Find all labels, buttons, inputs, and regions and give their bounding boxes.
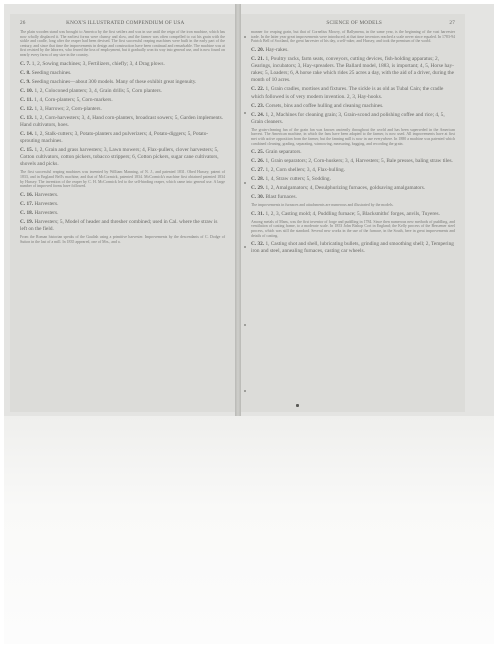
right-paragraph: Among metals of Mans, was the first inventor of forge and puddling in 1784. Since then numerous new methods of puddling, and ventilation of casting frame, to a moderate scale. In 1853 John Bishop Cort in England; the Kelly process of the Bessemer steel process, which was still the standard. Several new works in the use of the furnace, in the South, here in great improvements and details of casting. — [251, 219, 455, 238]
right-entry-text: 1, 4, Straw cutters; 5, Sodding. — [265, 176, 331, 183]
right-paragraph: manner for reaping grain, but that of Cornelius Mowry, of Ballymena, in the same year, is the beginning of the vast harvester trade. In the latter year great improvements were introduced; at that time inventors reached a scale never since equaled. In 1783-94 Patrick Bell of Scotland, the great harvester of his day, a self-raker, and Hussey, and took the premium of the world. — [251, 30, 455, 44]
right-entry-list — [251, 211, 455, 218]
page-shadow — [4, 416, 494, 644]
left-entry-label: C. 12. — [20, 105, 34, 112]
right-entry — [251, 86, 455, 100]
right-entry — [251, 211, 455, 218]
right-paragraph: The grain-cleaning fan of the grain fan was known anciently throughout the world and has been superseded in the American harvest. The American machine, in which the fans have been adapted to the farmer, is now used. All improvements have at first met with active opposition from the farmer, but the fanning mill is now in use everywhere. In 1880 a machine was patented which combined cleaning, grading, separating, winnowing, measuring, bagging, and recording the grain. — [251, 127, 455, 146]
left-entry-label: C. 15. — [20, 146, 34, 153]
left-entry — [20, 210, 225, 217]
left-entry-text: 1, 2, Coloconed planters; 3, 4, Grain drills; 5, Corn planters. — [34, 87, 162, 94]
left-entry-label: C. 14. — [20, 130, 34, 137]
left-entry-label: C. 11. — [20, 96, 33, 103]
right-entry-text: 1, 2, Amalgamators; 4, Desulphurizing furnaces, goldsaving amalgamators. — [265, 185, 426, 192]
right-page-number: 27 — [449, 20, 455, 26]
left-entry-text: Harvesters. — [34, 191, 59, 198]
right-entry-text: 1, 2, 3, Casting mold; 4, Puddling furnace; 5, Blacksmiths' forges, anvils, Tuyeres. — [265, 210, 440, 217]
right-entry-text: 1, 2, Corn shellers; 3, 4, Flax-hulling. — [265, 167, 346, 174]
right-entry-label: C. 29. — [251, 185, 265, 192]
left-running-head — [20, 20, 225, 26]
left-entry-label: C. 9. — [20, 78, 31, 85]
right-entry-label: C. 32. — [251, 241, 265, 248]
right-entry-label: C. 23. — [251, 102, 265, 109]
left-paragraph: The first successful reaping machines was invented by William Manning, of N. J., and patented 1831. Obed Hussey, patent of 1833, and in England Bell's machine, and that of McCormick, patented 1834. McCormick's machine first obtained patented 1834 by Hussey. The invention of the reaper by C. H. McCormick led to the self-binding reaper, which came into general use. A large number of improved forms have followed. — [20, 170, 225, 189]
right-entry-label: C. 25. — [251, 149, 265, 156]
right-entry-text: 1, Casting shot and shell, lubricating bullets, grinding and smoothing shell; 2, Tempering iron and steel, annealing furnaces, casting car wheels. — [251, 241, 454, 255]
left-entry-text: 1, 2, Sowing machines; 3, Fertilizers, chiefly; 3, 4 Drag plows. — [31, 60, 165, 67]
ink-speck — [296, 404, 299, 407]
right-paragraph: The improvements in furnaces and attachments are numerous and illustrated by the models. — [251, 203, 394, 208]
left-paragraph: The plain wooden stand was brought to America by the first settlers and was in use until the reign of the iron machine, which has now wholly displaced it. The earliest forms were clumsy and slow, and the farmer was often compelled to cut his grain with the sickle and cradle, long after the reaper had been devised. The first successful reaping machines were built in the early part of the century, and since that time the improvements in design and construction have been continual and remarkable. The machine was at first resisted by the laborers, who feared the loss of employment, but it gradually won its way into general use, and is now found on nearly every farm of any size in the country. — [20, 30, 225, 57]
left-entry-text: Harvesters. — [34, 209, 59, 216]
right-entry-label: C. 22. — [251, 86, 265, 93]
left-entry-text: 1, 2, Stalk-cutters; 3, Potato-planters and pulverizers; 4, Potato-diggers; 5, Potato-sprouting machines. — [20, 130, 209, 144]
right-entry-label: C. 21. — [251, 55, 265, 62]
right-entry-text: Blast furnaces. — [265, 194, 297, 201]
left-entry — [20, 192, 225, 199]
right-entry-text: 1, Poultry racks, farm seats, conveyors, cutting devices, fish-holding apparatus; 2, Gearings, incubators; 3, Hay-spreaders. The Ballard model, 1883, is important; 4, 5, Horse hay-rakes; 5, Loaders; 6, A horse rake which rides 25 acres a day, with the aid of a driver, during the month of 10 acres. — [251, 55, 455, 84]
left-entry — [20, 219, 225, 233]
left-entry-list — [20, 192, 225, 233]
left-entry-label: C. 7. — [20, 60, 31, 67]
right-entry-list — [251, 47, 455, 126]
right-entry-text: 1, 2, Machines for cleaning grain; 3, Grain-scond and polishing coffee and rice; 4, 5, Grain cleaners. — [251, 111, 445, 125]
binding-hole — [244, 182, 246, 184]
left-entry-text: Seeding machines. — [31, 69, 72, 76]
left-entry-label: C. 17. — [20, 200, 34, 207]
right-entry-list — [251, 149, 455, 201]
binding-hole — [244, 112, 246, 114]
left-entry-label: C. 13. — [20, 114, 34, 121]
right-entry-label: C. 26. — [251, 158, 265, 165]
left-entry-label: C. 18. — [20, 209, 34, 216]
left-entry — [20, 97, 225, 104]
right-entry — [251, 194, 455, 201]
right-entry-label: C. 30. — [251, 194, 265, 201]
right-entry-label: C. 20. — [251, 46, 265, 53]
right-running-title: SCIENCE OF MODELS — [326, 20, 382, 26]
right-entry — [251, 47, 455, 54]
left-entry-text: 1, 2, Grain and grass harvesters; 3, Lawn mowers; 4, Flax-pullers, clover harvesters; 5, Cotton cultivators, cotton pickers, tobacco strippers; 6, Cotton pickers, sugar cane cultivators, shovels and picks. — [20, 146, 219, 168]
left-entry-text: Seeding machines—about 300 models. Many of these exhibit great ingenuity. — [31, 78, 197, 85]
left-page-number: 26 — [20, 20, 26, 26]
left-running-title: KNOX'S ILLUSTRATED COMPENDIUM OF USA — [66, 20, 185, 26]
right-entry-text: Hay-rakes. — [265, 46, 289, 53]
left-paragraph: From the Roman historian speaks of the Gaulish using a primitive harvester. Improvements by the descendants of C. Dodge of Sutton in the last of a mill. In 1835 appeared, one of Mrs., and a. — [20, 234, 225, 244]
right-entry — [251, 158, 455, 165]
right-entry — [251, 103, 455, 110]
book-spread — [4, 4, 494, 416]
left-entry-label: C. 8. — [20, 69, 31, 76]
right-entry — [251, 176, 455, 183]
right-entry-label: C. 31. — [251, 210, 265, 217]
right-page — [241, 14, 465, 412]
left-entry-text: Harvesters; 5, Model of header and thresher combined; used in Cal. where the straw is left on the field. — [20, 218, 218, 232]
binding-hole — [244, 324, 246, 326]
right-entry — [251, 167, 455, 174]
right-entry — [251, 149, 455, 156]
right-entry-text: Corsets, bins and coffee hulling and cleaning machines. — [265, 102, 384, 109]
binding-hole — [244, 36, 246, 38]
left-entry-label: C. 19. — [20, 218, 34, 225]
left-entry-text: 1, 4, Corn-planters; 5, Corn-markers. — [34, 96, 113, 103]
left-entry-label: C. 10. — [20, 87, 34, 94]
left-entry-text: Harvesters. — [34, 200, 59, 207]
left-entry — [20, 131, 225, 145]
left-entry-list — [20, 61, 225, 169]
left-entry — [20, 88, 225, 95]
left-entry — [20, 61, 225, 68]
left-entry-label: C. 16. — [20, 191, 34, 198]
left-page — [10, 14, 235, 412]
left-entry-text: 1, 2, Corn-harvesters; 3, 4, Hand corn-planters, broadcast sowers; 5, Garden implements. Hand cultivators, hoes. — [20, 114, 224, 128]
right-running-head — [251, 20, 455, 26]
right-entry-label: C. 24. — [251, 111, 265, 118]
left-entry — [20, 70, 225, 77]
left-entry — [20, 201, 225, 208]
right-entry — [251, 185, 455, 192]
left-entry — [20, 115, 225, 129]
right-entry-label: C. 27. — [251, 167, 265, 174]
binding-hole — [244, 246, 246, 248]
left-entry-text: 1, 3, Harrows; 2, Corn-planters. — [34, 105, 102, 112]
right-entry — [251, 56, 455, 85]
right-entry-label: C. 28. — [251, 176, 265, 183]
right-entry — [251, 241, 455, 255]
binding-hole — [244, 390, 246, 392]
right-entry — [251, 112, 455, 126]
right-entry-text: 1, Grain separators; 2, Corn-huskers; 3, 4, Harvesters; 5, Bale presses, baling straw tiles. — [265, 158, 453, 165]
right-entry-list — [251, 241, 455, 255]
left-entry — [20, 79, 225, 86]
left-entry — [20, 106, 225, 113]
left-entry — [20, 147, 225, 169]
right-entry-text: 1, Grain cradles, mortises and fixtures. The sickle is as old as Tubal Cain; the cradle which followed is of very modern invention. 2, 3, Hay-hooks. — [251, 86, 444, 100]
right-entry-text: Grain separators. — [265, 149, 302, 156]
